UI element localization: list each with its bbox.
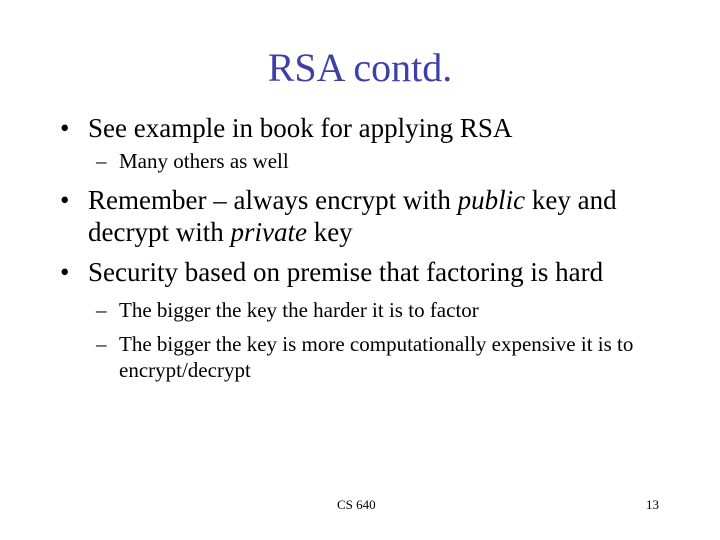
dash-glyph: – <box>96 149 107 173</box>
private-emphasis: private <box>230 217 307 247</box>
remember-text-part2: key and decrypt with <box>88 185 617 247</box>
bullet-text: Security based on premise that factoring is hard <box>88 257 604 287</box>
footer-page-number: 13 <box>646 497 659 512</box>
bullet-item-example <box>60 112 680 144</box>
sub-bullet-item-bigger-harder <box>96 297 686 323</box>
public-emphasis: public <box>457 185 526 215</box>
bullet-text <box>88 184 680 248</box>
sub-bullet-item-bigger-expensive <box>96 331 686 383</box>
bullet-item-security <box>60 256 680 288</box>
sub-bullet-text: Many others as well <box>119 149 289 173</box>
slide-title: RSA contd. <box>267 45 453 90</box>
bullet-item-remember <box>60 184 680 248</box>
sub-bullet-text: The bigger the key the harder it is to factor <box>119 298 479 322</box>
remember-text-part3: key <box>306 217 353 247</box>
sub-bullet-text: The bigger the key is more computationally expensive it is to encrypt/decrypt <box>119 332 634 382</box>
bullet-text: See example in book for applying RSA <box>88 113 513 143</box>
dash-glyph: – <box>96 298 107 322</box>
dash-glyph: – <box>96 332 107 356</box>
sub-bullet-item-others <box>96 148 686 174</box>
bullet-glyph: • <box>60 185 70 215</box>
footer-course: CS 640 <box>337 497 376 512</box>
remember-text-part1: Remember – always encrypt with <box>88 185 458 215</box>
bullet-glyph: • <box>60 257 70 287</box>
bullet-glyph: • <box>60 113 70 143</box>
